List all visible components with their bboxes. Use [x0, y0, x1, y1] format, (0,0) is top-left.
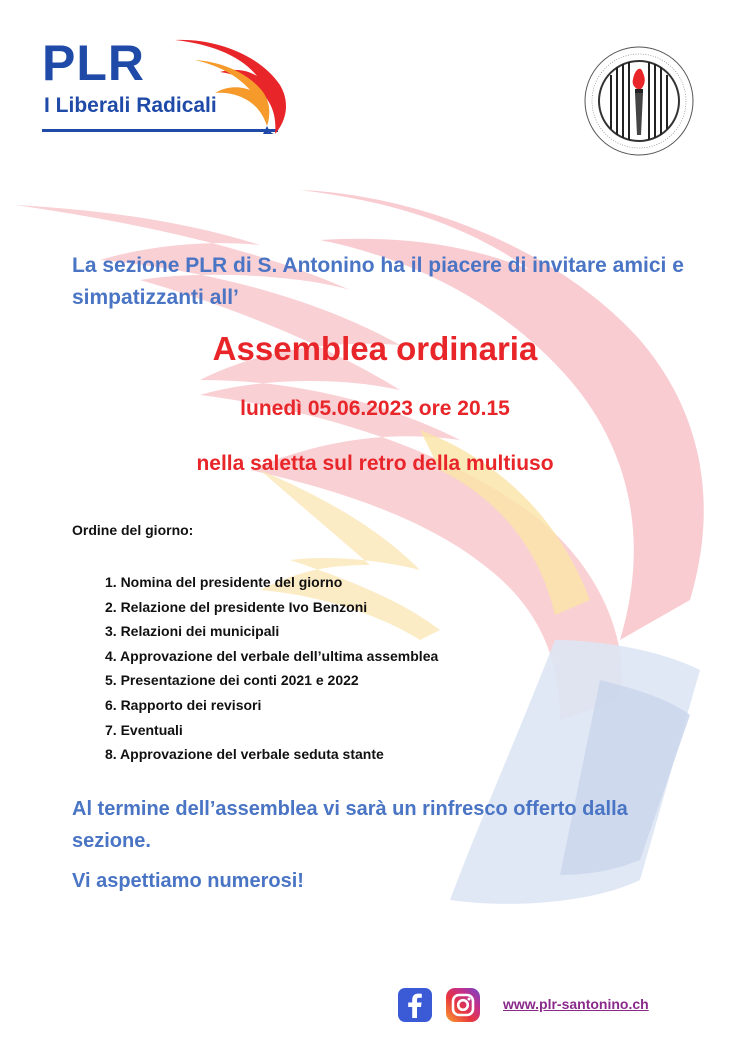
agenda-item: 7. Eventuali	[105, 721, 183, 738]
invitation-intro: La sezione PLR di S. Antonino ha il piacere di invitare amici e simpatizzanti all’	[72, 254, 684, 309]
welcome-note: Vi aspettiamo numerosi!	[72, 870, 304, 892]
event-title: Assemblea ordinaria	[212, 330, 538, 367]
logo-flame-icon	[175, 30, 295, 135]
logo-subtitle: I Liberali Radicali	[44, 94, 217, 117]
event-date: lunedì 05.06.2023 ore 20.15	[240, 397, 510, 420]
facebook-icon[interactable]	[398, 988, 432, 1022]
agenda-item: 3. Relazioni dei municipali	[105, 623, 280, 640]
website-link[interactable]: www.plr-santonino.ch	[503, 996, 649, 1012]
event-place: nella saletta sul retro della multiuso	[196, 452, 554, 475]
agenda-heading: Ordine del giorno:	[72, 522, 194, 538]
agenda-item: 4. Approvazione del verbale dell’ultima assemblea	[105, 647, 439, 664]
agenda-item: 2. Relazione del presidente Ivo Benzoni	[105, 598, 368, 615]
agenda-list	[105, 570, 665, 767]
torch-seal-icon	[583, 45, 695, 157]
plr-logo	[40, 30, 290, 145]
closing-note: Al termine dell’assemblea vi sarà un rinfresco offerto dalla sezione.	[72, 798, 628, 852]
instagram-icon[interactable]	[446, 988, 480, 1022]
agenda-item: 1. Nomina del presidente del giorno	[105, 574, 343, 590]
agenda-item: 8. Approvazione del verbale seduta stante	[105, 746, 384, 763]
logo-name: PLR	[42, 35, 145, 91]
agenda-item: 5. Presentazione dei conti 2021 e 2022	[105, 672, 359, 689]
agenda-item: 6. Rapporto dei revisori	[105, 696, 262, 713]
